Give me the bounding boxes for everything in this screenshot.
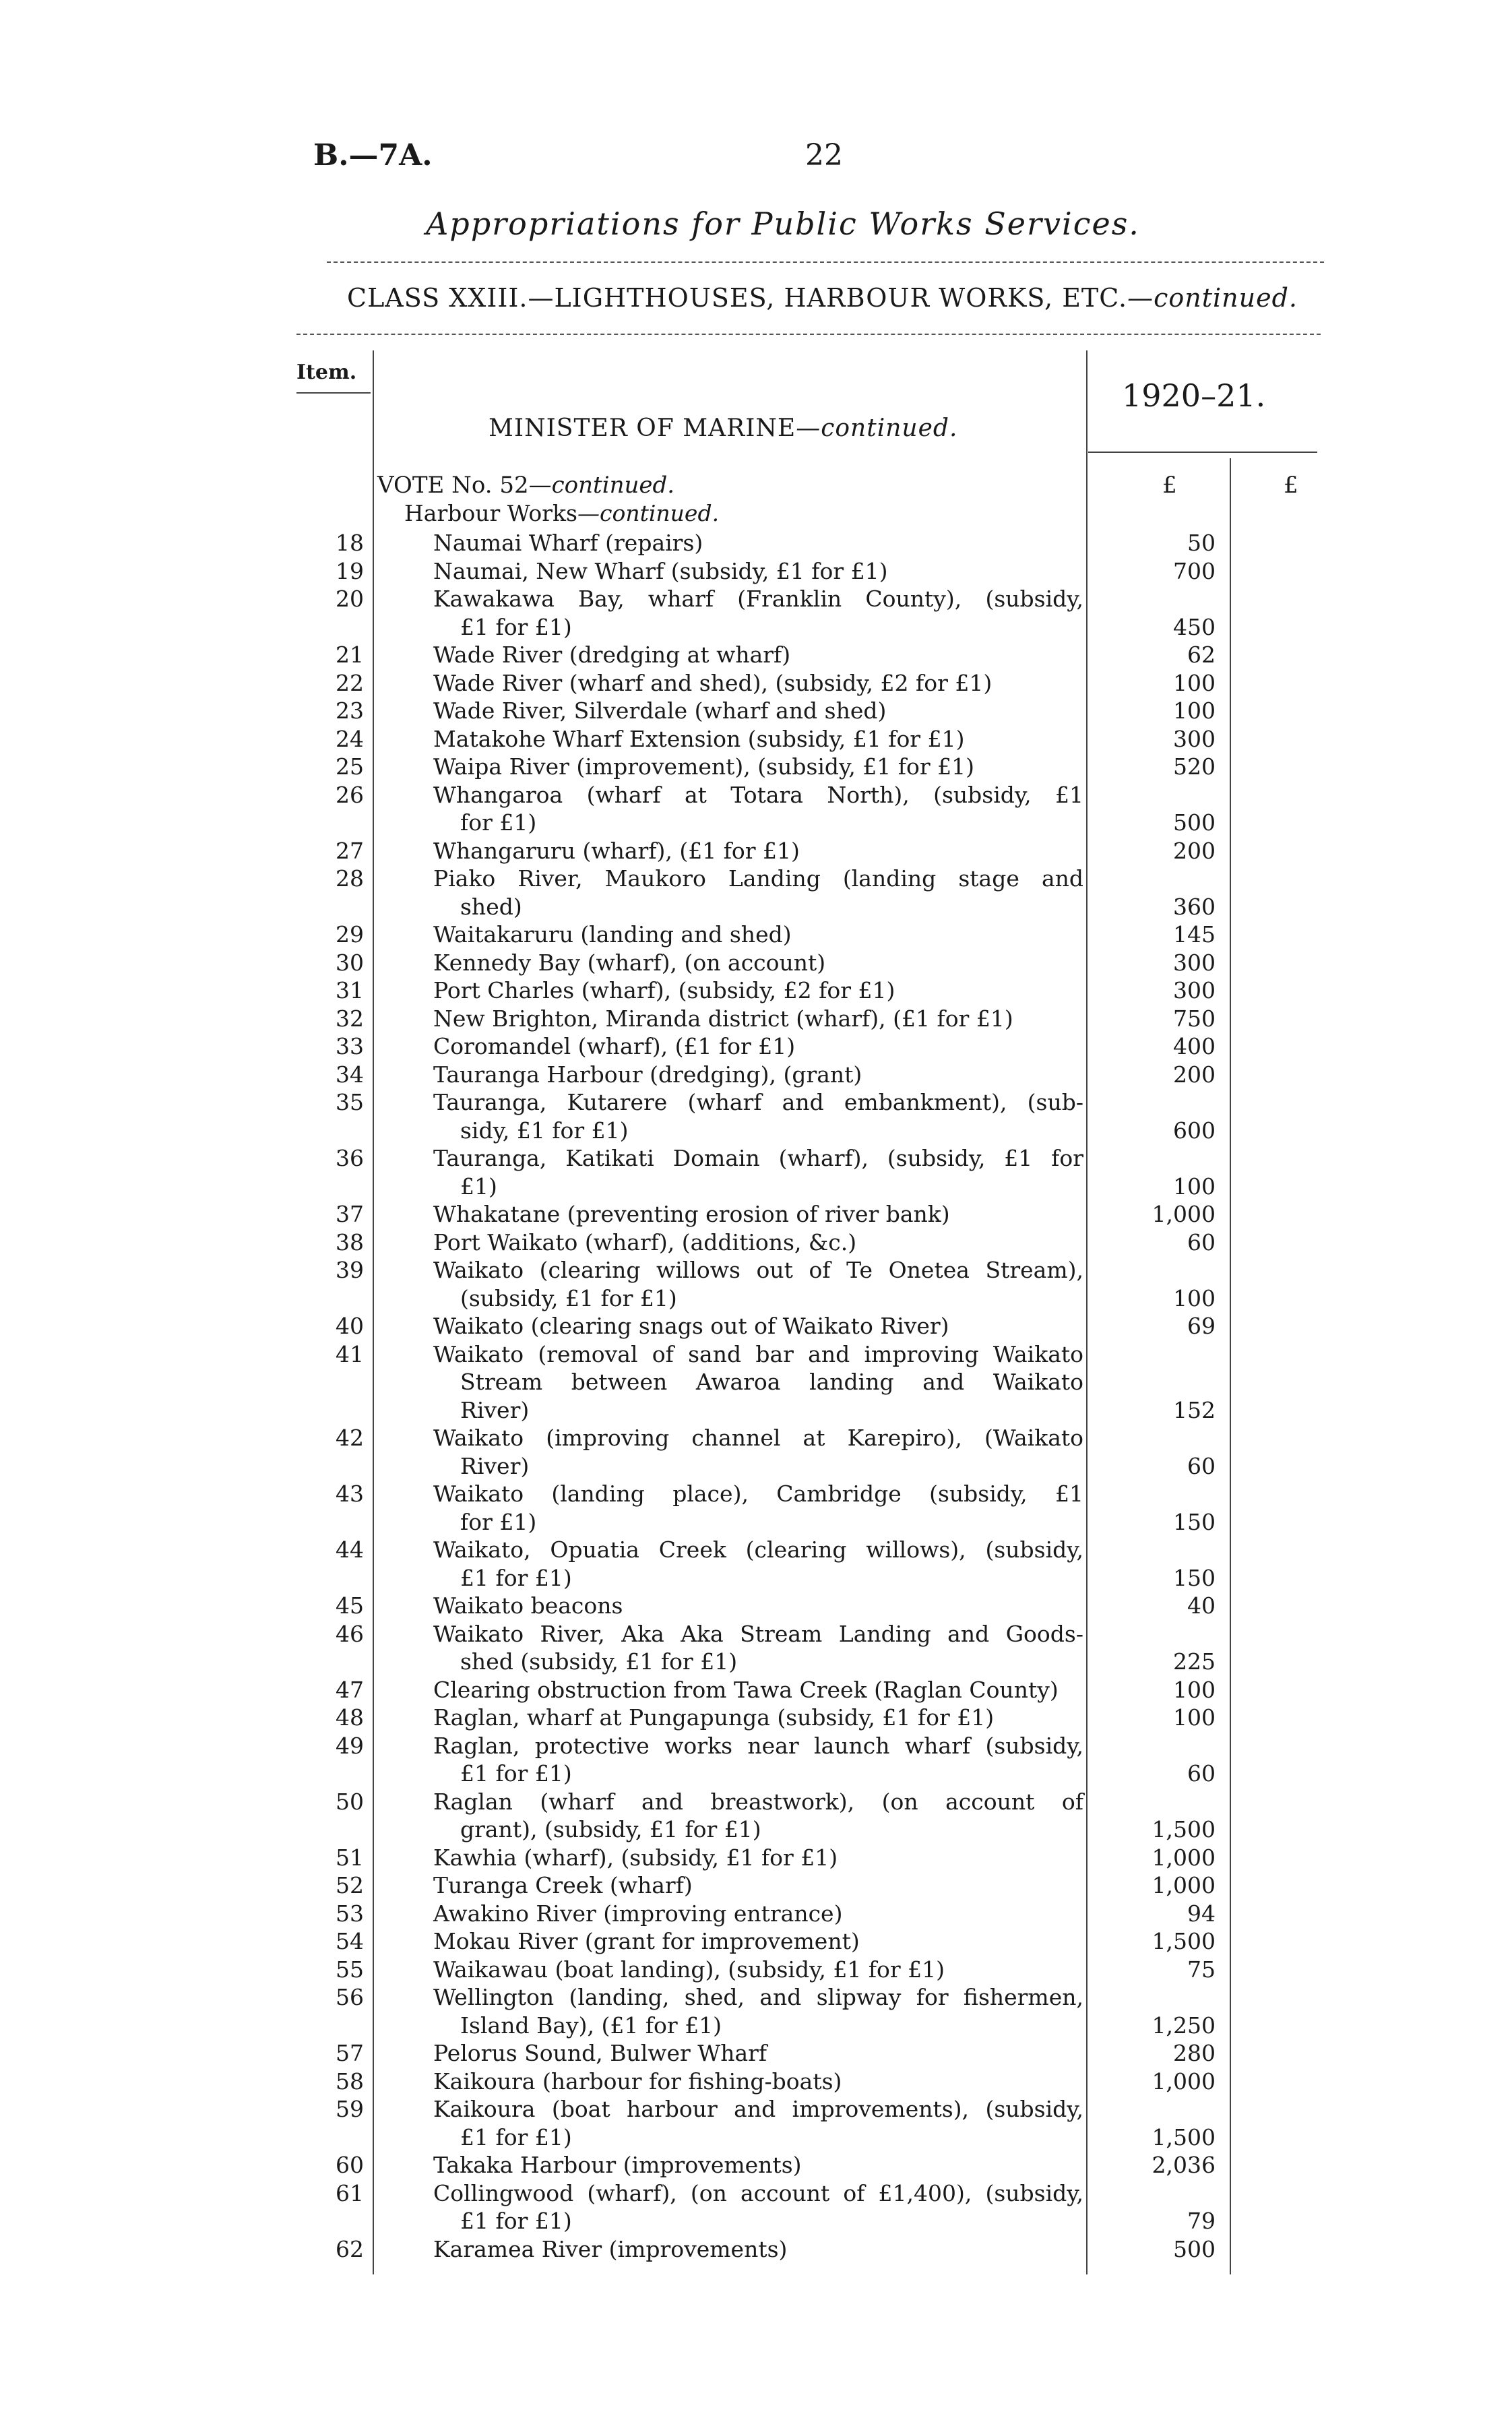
item-number: 37 — [336, 1201, 364, 1227]
table-row — [0, 1229, 1512, 1257]
table-row — [0, 1144, 1512, 1200]
item-description-line: Tauranga, Katikati Domain (wharf), (subsidy, £1 for — [433, 1145, 1083, 1171]
item-description-line: Raglan, protective works near launch wharf (subsidy, — [433, 1732, 1083, 1759]
item-amount: 1,000 — [1152, 1872, 1216, 1898]
item-amount: 500 — [1173, 809, 1216, 836]
item-number: 53 — [336, 1900, 364, 1927]
item-description-line: Raglan (wharf and breastwork), (on account of — [433, 1788, 1083, 1815]
item-description-line: Collingwood (wharf), (on account of £1,400), (subsidy, — [433, 2179, 1083, 2206]
table-row — [0, 1732, 1512, 1788]
item-description-line: £1 for £1) — [460, 1760, 572, 1787]
pound-sign-col2: £ — [1284, 472, 1298, 499]
page-number: 22 — [805, 138, 843, 173]
item-description — [433, 1956, 1083, 1984]
table-row — [0, 2039, 1512, 2068]
table-row — [0, 865, 1512, 921]
item-amount: 300 — [1173, 949, 1216, 976]
item-amount: 150 — [1173, 1564, 1216, 1591]
item-description-line: Port Charles (wharf), (subsidy, £2 for £1) — [433, 977, 895, 1003]
table-row — [0, 1312, 1512, 1340]
table-row — [0, 1088, 1512, 1144]
item-number: 32 — [336, 1005, 364, 1032]
item-amount: 100 — [1173, 1676, 1216, 1703]
item-description-line: Waikawau (boat landing), (subsidy, £1 for £1) — [433, 1956, 945, 1983]
item-amount: 100 — [1173, 697, 1216, 724]
item-amount: 1,000 — [1152, 2068, 1216, 2095]
item-number: 62 — [336, 2235, 364, 2262]
item-description — [433, 1256, 1083, 1312]
item-description — [433, 1340, 1083, 1425]
item-amount: 200 — [1173, 837, 1216, 864]
item-number: 57 — [336, 2040, 364, 2066]
item-description-line: Waikato (removal of sand bar and improving Waikato — [433, 1340, 1083, 1367]
item-description-line: Raglan, wharf at Pungapunga (subsidy, £1 for £1) — [433, 1704, 995, 1731]
vote-heading-main: VOTE No. 52 — [377, 472, 529, 499]
ministry-heading-main: MINISTER OF MARINE — [489, 414, 796, 442]
item-number: 38 — [336, 1229, 364, 1255]
item-amount: 100 — [1173, 669, 1216, 696]
table-row — [0, 1256, 1512, 1312]
item-description-line: Awakino River (improving entrance) — [433, 1900, 843, 1927]
item-amount: 152 — [1173, 1396, 1216, 1423]
item-number: 50 — [336, 1788, 364, 1815]
table-row — [0, 1536, 1512, 1592]
item-column-header: Item. — [296, 361, 357, 384]
item-number: 29 — [336, 921, 364, 948]
item-number: 27 — [336, 837, 364, 864]
item-description-line: £1) — [460, 1173, 497, 1200]
item-number: 23 — [336, 697, 364, 724]
item-number: 19 — [336, 557, 364, 584]
class-heading-main: CLASS XXIII.—LIGHTHOUSES, HARBOUR WORKS, ETC. — [347, 283, 1128, 313]
table-row — [0, 921, 1512, 949]
table-row — [0, 2068, 1512, 2096]
item-description — [433, 1983, 1083, 2039]
item-amount: 520 — [1173, 753, 1216, 780]
item-description — [433, 2095, 1083, 2151]
item-description — [433, 865, 1083, 921]
item-amount: 62 — [1187, 642, 1216, 668]
item-amount: 94 — [1187, 1900, 1216, 1927]
table-row — [0, 1340, 1512, 1425]
item-description-line: £1 for £1) — [460, 1564, 572, 1591]
item-description-line: Wellington (landing, shed, and slipway for fishermen, — [433, 1984, 1083, 2010]
item-description-line: Waikato (clearing willows out of Te Onetea Stream), — [433, 1257, 1083, 1283]
item-description — [433, 1229, 1083, 1257]
item-amount: 600 — [1173, 1117, 1216, 1144]
table-row — [0, 2179, 1512, 2235]
item-description-line: grant), (subsidy, £1 for £1) — [460, 1816, 761, 1842]
item-description — [433, 837, 1083, 865]
item-description — [433, 669, 1083, 697]
table-row — [0, 1032, 1512, 1061]
item-number: 47 — [336, 1676, 364, 1703]
table-row — [0, 1424, 1512, 1480]
item-number: 59 — [336, 2096, 364, 2122]
item-description-line: Waikato (improving channel at Karepiro), (Waikato — [433, 1425, 1083, 1451]
item-number: 58 — [336, 2068, 364, 2095]
item-number: 56 — [336, 1984, 364, 2010]
item-amount: 300 — [1173, 725, 1216, 752]
item-description-line: Stream between Awaroa landing and Waikato — [460, 1369, 1083, 1395]
item-description — [433, 781, 1083, 837]
title-rule — [327, 261, 1324, 263]
table-row — [0, 1927, 1512, 1956]
item-description-line: (subsidy, £1 for £1) — [460, 1284, 677, 1311]
table-row — [0, 1480, 1512, 1536]
item-number: 39 — [336, 1257, 364, 1283]
item-number: 43 — [336, 1481, 364, 1507]
item-number: 24 — [336, 725, 364, 752]
item-description — [433, 1788, 1083, 1844]
item-description-line: Takaka Harbour (improvements) — [433, 2152, 802, 2178]
item-description — [433, 1620, 1083, 1676]
table-row — [0, 1983, 1512, 2039]
item-amount: 100 — [1173, 1704, 1216, 1731]
class-heading — [347, 283, 1298, 313]
item-description-line: Port Waikato (wharf), (additions, &c.) — [433, 1229, 857, 1255]
item-description — [433, 1592, 1083, 1620]
table-row — [0, 949, 1512, 977]
table-row — [0, 1005, 1512, 1033]
item-description-line: River) — [460, 1396, 530, 1423]
item-number: 42 — [336, 1425, 364, 1451]
item-description-line: Whangaroa (wharf at Totara North), (subsidy, £1 — [433, 781, 1083, 808]
item-description — [433, 2039, 1083, 2068]
item-number: 44 — [336, 1537, 364, 1563]
item-number: 21 — [336, 642, 364, 668]
table-row — [0, 1956, 1512, 1984]
item-description — [433, 976, 1083, 1005]
item-description — [433, 697, 1083, 725]
item-description — [433, 529, 1083, 557]
table-row — [0, 557, 1512, 586]
item-amount: 100 — [1173, 1284, 1216, 1311]
table-row — [0, 2235, 1512, 2264]
item-amount: 700 — [1173, 557, 1216, 584]
item-description-line: Kennedy Bay (wharf), (on account) — [433, 949, 826, 976]
item-amount: 60 — [1187, 1452, 1216, 1479]
item-number: 22 — [336, 669, 364, 696]
item-description-line: Clearing obstruction from Tawa Creek (Raglan County) — [433, 1676, 1059, 1703]
page-title: Appropriations for Public Works Services. — [426, 206, 1140, 242]
item-amount: 750 — [1173, 1005, 1216, 1032]
item-description — [433, 641, 1083, 669]
vote-heading-cont: —continued. — [528, 472, 675, 499]
ministry-heading-cont: —continued. — [796, 414, 958, 442]
item-amount: 300 — [1173, 977, 1216, 1003]
item-description-line: Coromandel (wharf), (£1 for £1) — [433, 1033, 796, 1059]
item-description-line: Matakohe Wharf Extension (subsidy, £1 for £1) — [433, 725, 965, 752]
item-description — [433, 949, 1083, 977]
item-description — [433, 1927, 1083, 1956]
item-amount: 1,000 — [1152, 1844, 1216, 1871]
item-amount: 69 — [1187, 1313, 1216, 1339]
item-description — [433, 2068, 1083, 2096]
ministry-heading — [489, 414, 957, 442]
item-description — [433, 557, 1083, 586]
table-row — [0, 1620, 1512, 1676]
item-header-underline — [296, 392, 371, 394]
item-number: 31 — [336, 977, 364, 1003]
item-amount: 1,500 — [1152, 1928, 1216, 1954]
item-description-line: Wade River (dredging at wharf) — [433, 642, 791, 668]
table-row — [0, 725, 1512, 753]
item-description-line: Naumai, New Wharf (subsidy, £1 for £1) — [433, 557, 888, 584]
item-number: 35 — [336, 1089, 364, 1115]
item-description-line: Waikato, Opuatia Creek (clearing willows), (subsidy, — [433, 1537, 1083, 1563]
table-row — [0, 1704, 1512, 1732]
item-description — [433, 725, 1083, 753]
item-description — [433, 1536, 1083, 1592]
item-number: 36 — [336, 1145, 364, 1171]
item-number: 25 — [336, 753, 364, 780]
item-description — [433, 1480, 1083, 1536]
table-row — [0, 837, 1512, 865]
table-row — [0, 976, 1512, 1005]
item-description-line: Whakatane (preventing erosion of river bank) — [433, 1201, 950, 1227]
item-description — [433, 2235, 1083, 2264]
year-header-underline — [1088, 452, 1317, 453]
item-amount: 1,250 — [1152, 2012, 1216, 2039]
item-number: 48 — [336, 1704, 364, 1731]
item-description-line: Waikato (clearing snags out of Waikato River) — [433, 1313, 949, 1339]
item-description — [433, 1704, 1083, 1732]
section-heading-cont: —continued. — [577, 500, 720, 526]
vote-heading — [377, 472, 674, 499]
item-description-line: sidy, £1 for £1) — [460, 1117, 629, 1144]
pound-sign-col1: £ — [1162, 472, 1177, 499]
item-description-line: New Brighton, Miranda district (wharf), (£1 for £1) — [433, 1005, 1013, 1032]
item-description-line: Mokau River (grant for improvement) — [433, 1928, 860, 1954]
table-row — [0, 1061, 1512, 1089]
table-row — [0, 1871, 1512, 1900]
item-description-line: Piako River, Maukoro Landing (landing stage and — [433, 865, 1083, 892]
item-description — [433, 1061, 1083, 1089]
year-column-header: 1920–21. — [1122, 377, 1266, 414]
document-code: B.—7A. — [313, 138, 433, 173]
appropriations-table — [0, 529, 1512, 2263]
item-number: 18 — [336, 530, 364, 556]
item-description — [433, 753, 1083, 781]
item-amount: 1,500 — [1152, 2123, 1216, 2150]
table-row — [0, 1676, 1512, 1704]
item-description-line: Pelorus Sound, Bulwer Wharf — [433, 2040, 767, 2066]
item-description-line: Island Bay), (£1 for £1) — [460, 2012, 722, 2039]
item-description-line: Karamea River (improvements) — [433, 2235, 788, 2262]
item-description — [433, 1732, 1083, 1788]
item-description-line: £1 for £1) — [460, 2123, 572, 2150]
item-description-line: for £1) — [460, 1508, 537, 1535]
item-amount: 280 — [1173, 2040, 1216, 2066]
item-description-line: Whangaruru (wharf), (£1 for £1) — [433, 837, 800, 864]
table-row — [0, 1788, 1512, 1844]
item-number: 60 — [336, 2152, 364, 2178]
item-description — [433, 1200, 1083, 1229]
item-description-line: £1 for £1) — [460, 613, 572, 640]
item-description-line: Waikato (landing place), Cambridge (subsidy, £1 — [433, 1481, 1083, 1507]
table-row — [0, 2151, 1512, 2179]
item-description-line: Kawhia (wharf), (subsidy, £1 for £1) — [433, 1844, 838, 1871]
item-description-line: Waipa River (improvement), (subsidy, £1 for £1) — [433, 753, 974, 780]
item-description-line: Kawakawa Bay, wharf (Franklin County), (subsidy, — [433, 586, 1083, 612]
item-description-line: Turanga Creek (wharf) — [433, 1872, 693, 1898]
table-row — [0, 669, 1512, 697]
table-row — [0, 753, 1512, 781]
item-number: 40 — [336, 1313, 364, 1339]
class-rule — [296, 334, 1321, 335]
table-row — [0, 1592, 1512, 1620]
item-number: 52 — [336, 1872, 364, 1898]
item-description-line: River) — [460, 1452, 530, 1479]
item-number: 46 — [336, 1620, 364, 1647]
item-number: 49 — [336, 1732, 364, 1759]
item-description — [433, 1088, 1083, 1144]
class-heading-cont: —continued. — [1127, 283, 1298, 313]
item-amount: 150 — [1173, 1508, 1216, 1535]
item-amount: 200 — [1173, 1061, 1216, 1088]
item-description-line: Wade River, Silverdale (wharf and shed) — [433, 697, 887, 724]
table-row — [0, 1200, 1512, 1229]
item-description — [433, 1312, 1083, 1340]
item-amount: 225 — [1173, 1648, 1216, 1675]
item-description — [433, 1144, 1083, 1200]
item-amount: 450 — [1173, 613, 1216, 640]
item-number: 51 — [336, 1844, 364, 1871]
item-description — [433, 1871, 1083, 1900]
item-description-line: Tauranga Harbour (dredging), (grant) — [433, 1061, 862, 1088]
item-description-line: Naumai Wharf (repairs) — [433, 530, 703, 556]
item-number: 54 — [336, 1928, 364, 1954]
item-number: 45 — [336, 1592, 364, 1619]
table-row — [0, 781, 1512, 837]
item-description-line: Waikato River, Aka Aka Stream Landing and Goods- — [433, 1620, 1083, 1647]
item-description — [433, 1676, 1083, 1704]
item-amount: 400 — [1173, 1033, 1216, 1059]
item-description — [433, 1424, 1083, 1480]
table-row — [0, 585, 1512, 641]
table-row — [0, 697, 1512, 725]
item-number: 61 — [336, 2179, 364, 2206]
item-amount: 100 — [1173, 1173, 1216, 1200]
item-description — [433, 1032, 1083, 1061]
item-amount: 79 — [1187, 2208, 1216, 2234]
item-amount: 1,000 — [1152, 1201, 1216, 1227]
item-amount: 2,036 — [1152, 2152, 1216, 2178]
item-description — [433, 2179, 1083, 2235]
item-number: 34 — [336, 1061, 364, 1088]
item-description-line: Waikato beacons — [433, 1592, 623, 1619]
table-row — [0, 1844, 1512, 1872]
table-row — [0, 641, 1512, 669]
item-description — [433, 1844, 1083, 1872]
item-description-line: Kaikoura (harbour for fishing-boats) — [433, 2068, 842, 2095]
item-description-line: Wade River (wharf and shed), (subsidy, £2 for £1) — [433, 669, 993, 696]
item-number: 20 — [336, 586, 364, 612]
item-amount: 60 — [1187, 1760, 1216, 1787]
item-description — [433, 585, 1083, 641]
item-amount: 60 — [1187, 1229, 1216, 1255]
table-row — [0, 1900, 1512, 1928]
item-description — [433, 1900, 1083, 1928]
item-number: 30 — [336, 949, 364, 976]
item-description-line: shed (subsidy, £1 for £1) — [460, 1648, 738, 1675]
item-amount: 145 — [1173, 921, 1216, 948]
item-number: 33 — [336, 1033, 364, 1059]
item-number: 26 — [336, 781, 364, 808]
table-row — [0, 2095, 1512, 2151]
item-description-line: Kaikoura (boat harbour and improvements), (subsidy, — [433, 2096, 1083, 2122]
item-amount: 1,500 — [1152, 1816, 1216, 1842]
item-amount: 40 — [1187, 1592, 1216, 1619]
item-amount: 75 — [1187, 1956, 1216, 1983]
section-heading-main: Harbour Works — [404, 500, 577, 526]
item-number: 28 — [336, 865, 364, 892]
item-description — [433, 1005, 1083, 1033]
item-amount: 500 — [1173, 2235, 1216, 2262]
item-description-line: for £1) — [460, 809, 537, 836]
item-description-line: shed) — [460, 893, 522, 920]
item-number: 41 — [336, 1340, 364, 1367]
item-amount: 50 — [1187, 530, 1216, 556]
item-number: 55 — [336, 1956, 364, 1983]
section-heading — [404, 500, 719, 526]
item-amount: 360 — [1173, 893, 1216, 920]
table-row — [0, 529, 1512, 557]
item-description — [433, 921, 1083, 949]
item-description-line: £1 for £1) — [460, 2208, 572, 2234]
item-description-line: Waitakaruru (landing and shed) — [433, 921, 792, 948]
item-description-line: Tauranga, Kutarere (wharf and embankment), (sub- — [433, 1089, 1083, 1115]
item-description — [433, 2151, 1083, 2179]
